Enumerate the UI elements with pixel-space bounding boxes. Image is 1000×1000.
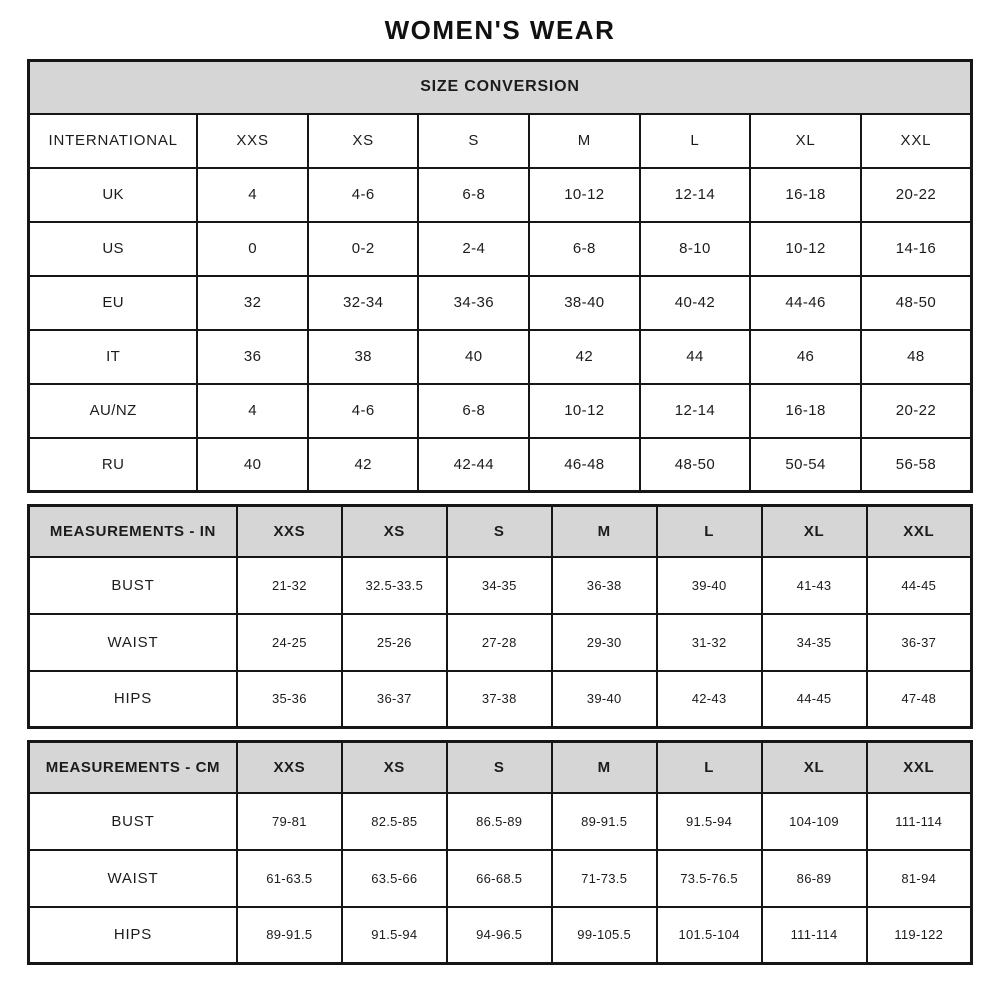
- size-column-header: S: [447, 742, 552, 793]
- table-header-label: INTERNATIONAL: [29, 114, 198, 168]
- cell-value: 79-81: [237, 793, 342, 850]
- cell-value: 12-14: [640, 384, 751, 438]
- size-column-header: XS: [308, 114, 419, 168]
- cell-value: 38: [308, 330, 419, 384]
- row-label: UK: [29, 168, 198, 222]
- table-row: [29, 438, 972, 492]
- cell-value: 34-36: [418, 276, 529, 330]
- cell-value: 16-18: [750, 384, 861, 438]
- cell-value: 41-43: [762, 557, 867, 614]
- cell-value: 10-12: [529, 384, 640, 438]
- cell-value: 71-73.5: [552, 850, 657, 907]
- size-column-header: XXL: [861, 114, 972, 168]
- size-column-header: XS: [342, 742, 447, 793]
- cell-value: 20-22: [861, 384, 972, 438]
- cell-value: 42: [308, 438, 419, 492]
- cell-value: 16-18: [750, 168, 861, 222]
- cell-value: 2-4: [418, 222, 529, 276]
- size-column-header: XXL: [867, 742, 972, 793]
- table-header-row: [29, 114, 972, 168]
- table-header-label: MEASUREMENTS - IN: [29, 506, 237, 557]
- size-column-header: XL: [762, 742, 867, 793]
- table-row: [29, 614, 972, 671]
- cell-value: 40-42: [640, 276, 751, 330]
- measurements-in-table: [27, 504, 973, 729]
- cell-value: 25-26: [342, 614, 447, 671]
- size-column-header: M: [529, 114, 640, 168]
- cell-value: 8-10: [640, 222, 751, 276]
- size-column-header: XXS: [237, 742, 342, 793]
- measurements-cm-table: [27, 740, 973, 965]
- cell-value: 10-12: [529, 168, 640, 222]
- row-label: IT: [29, 330, 198, 384]
- size-column-header: XS: [342, 506, 447, 557]
- cell-value: 36-37: [342, 671, 447, 728]
- cell-value: 6-8: [418, 168, 529, 222]
- cell-value: 29-30: [552, 614, 657, 671]
- cell-value: 4: [197, 168, 308, 222]
- cell-value: 4-6: [308, 384, 419, 438]
- cell-value: 37-38: [447, 671, 552, 728]
- cell-value: 42: [529, 330, 640, 384]
- table-title: SIZE CONVERSION: [29, 61, 972, 114]
- cell-value: 42-44: [418, 438, 529, 492]
- row-label: WAIST: [29, 614, 237, 671]
- size-column-header: L: [657, 506, 762, 557]
- cell-value: 73.5-76.5: [657, 850, 762, 907]
- cell-value: 63.5-66: [342, 850, 447, 907]
- cell-value: 91.5-94: [342, 907, 447, 964]
- table-row: [29, 907, 972, 964]
- cell-value: 46-48: [529, 438, 640, 492]
- cell-value: 81-94: [867, 850, 972, 907]
- row-label: RU: [29, 438, 198, 492]
- cell-value: 27-28: [447, 614, 552, 671]
- cell-value: 44: [640, 330, 751, 384]
- cell-value: 14-16: [861, 222, 972, 276]
- cell-value: 4: [197, 384, 308, 438]
- cell-value: 47-48: [867, 671, 972, 728]
- size-column-header: XXS: [197, 114, 308, 168]
- cell-value: 39-40: [657, 557, 762, 614]
- cell-value: 0-2: [308, 222, 419, 276]
- size-column-header: S: [418, 114, 529, 168]
- cell-value: 91.5-94: [657, 793, 762, 850]
- cell-value: 119-122: [867, 907, 972, 964]
- table-row: [29, 671, 972, 728]
- row-label: HIPS: [29, 671, 237, 728]
- cell-value: 46: [750, 330, 861, 384]
- cell-value: 82.5-85: [342, 793, 447, 850]
- cell-value: 111-114: [762, 907, 867, 964]
- table-row: [29, 222, 972, 276]
- cell-value: 94-96.5: [447, 907, 552, 964]
- cell-value: 48-50: [640, 438, 751, 492]
- table-row: [29, 557, 972, 614]
- row-label: EU: [29, 276, 198, 330]
- table-header-row: [29, 506, 972, 557]
- row-label: WAIST: [29, 850, 237, 907]
- table-title-row: [29, 61, 972, 114]
- cell-value: 56-58: [861, 438, 972, 492]
- cell-value: 36-38: [552, 557, 657, 614]
- cell-value: 6-8: [418, 384, 529, 438]
- cell-value: 12-14: [640, 168, 751, 222]
- cell-value: 44-45: [762, 671, 867, 728]
- size-column-header: L: [640, 114, 751, 168]
- cell-value: 31-32: [657, 614, 762, 671]
- page-title: WOMEN'S WEAR: [384, 15, 616, 45]
- size-column-header: XXL: [867, 506, 972, 557]
- cell-value: 10-12: [750, 222, 861, 276]
- cell-value: 104-109: [762, 793, 867, 850]
- size-column-header: M: [552, 742, 657, 793]
- row-label: AU/NZ: [29, 384, 198, 438]
- cell-value: 36-37: [867, 614, 972, 671]
- table-row: [29, 850, 972, 907]
- row-label: US: [29, 222, 198, 276]
- size-column-header: S: [447, 506, 552, 557]
- size-column-header: XXS: [237, 506, 342, 557]
- cell-value: 50-54: [750, 438, 861, 492]
- cell-value: 34-35: [447, 557, 552, 614]
- size-column-header: XL: [762, 506, 867, 557]
- cell-value: 44-45: [867, 557, 972, 614]
- cell-value: 40: [418, 330, 529, 384]
- size-conversion-table: [27, 59, 973, 493]
- cell-value: 35-36: [237, 671, 342, 728]
- cell-value: 36: [197, 330, 308, 384]
- size-column-header: M: [552, 506, 657, 557]
- row-label: BUST: [29, 557, 237, 614]
- cell-value: 24-25: [237, 614, 342, 671]
- cell-value: 44-46: [750, 276, 861, 330]
- cell-value: 0: [197, 222, 308, 276]
- size-column-header: L: [657, 742, 762, 793]
- cell-value: 89-91.5: [237, 907, 342, 964]
- size-column-header: XL: [750, 114, 861, 168]
- cell-value: 32: [197, 276, 308, 330]
- cell-value: 42-43: [657, 671, 762, 728]
- cell-value: 101.5-104: [657, 907, 762, 964]
- row-label: BUST: [29, 793, 237, 850]
- cell-value: 32.5-33.5: [342, 557, 447, 614]
- cell-value: 38-40: [529, 276, 640, 330]
- cell-value: 99-105.5: [552, 907, 657, 964]
- row-label: HIPS: [29, 907, 237, 964]
- cell-value: 40: [197, 438, 308, 492]
- table-row: [29, 384, 972, 438]
- table-body: [29, 557, 972, 728]
- cell-value: 32-34: [308, 276, 419, 330]
- table-row: [29, 793, 972, 850]
- table-header-row: [29, 742, 972, 793]
- table-row: [29, 276, 972, 330]
- cell-value: 39-40: [552, 671, 657, 728]
- table-header-label: MEASUREMENTS - CM: [29, 742, 237, 793]
- cell-value: 61-63.5: [237, 850, 342, 907]
- cell-value: 66-68.5: [447, 850, 552, 907]
- table-body: [29, 168, 972, 492]
- cell-value: 86.5-89: [447, 793, 552, 850]
- table-row: [29, 168, 972, 222]
- cell-value: 48: [861, 330, 972, 384]
- table-body: [29, 793, 972, 964]
- cell-value: 86-89: [762, 850, 867, 907]
- cell-value: 4-6: [308, 168, 419, 222]
- cell-value: 89-91.5: [552, 793, 657, 850]
- cell-value: 48-50: [861, 276, 972, 330]
- table-row: [29, 330, 972, 384]
- cell-value: 111-114: [867, 793, 972, 850]
- cell-value: 21-32: [237, 557, 342, 614]
- cell-value: 6-8: [529, 222, 640, 276]
- cell-value: 20-22: [861, 168, 972, 222]
- cell-value: 34-35: [762, 614, 867, 671]
